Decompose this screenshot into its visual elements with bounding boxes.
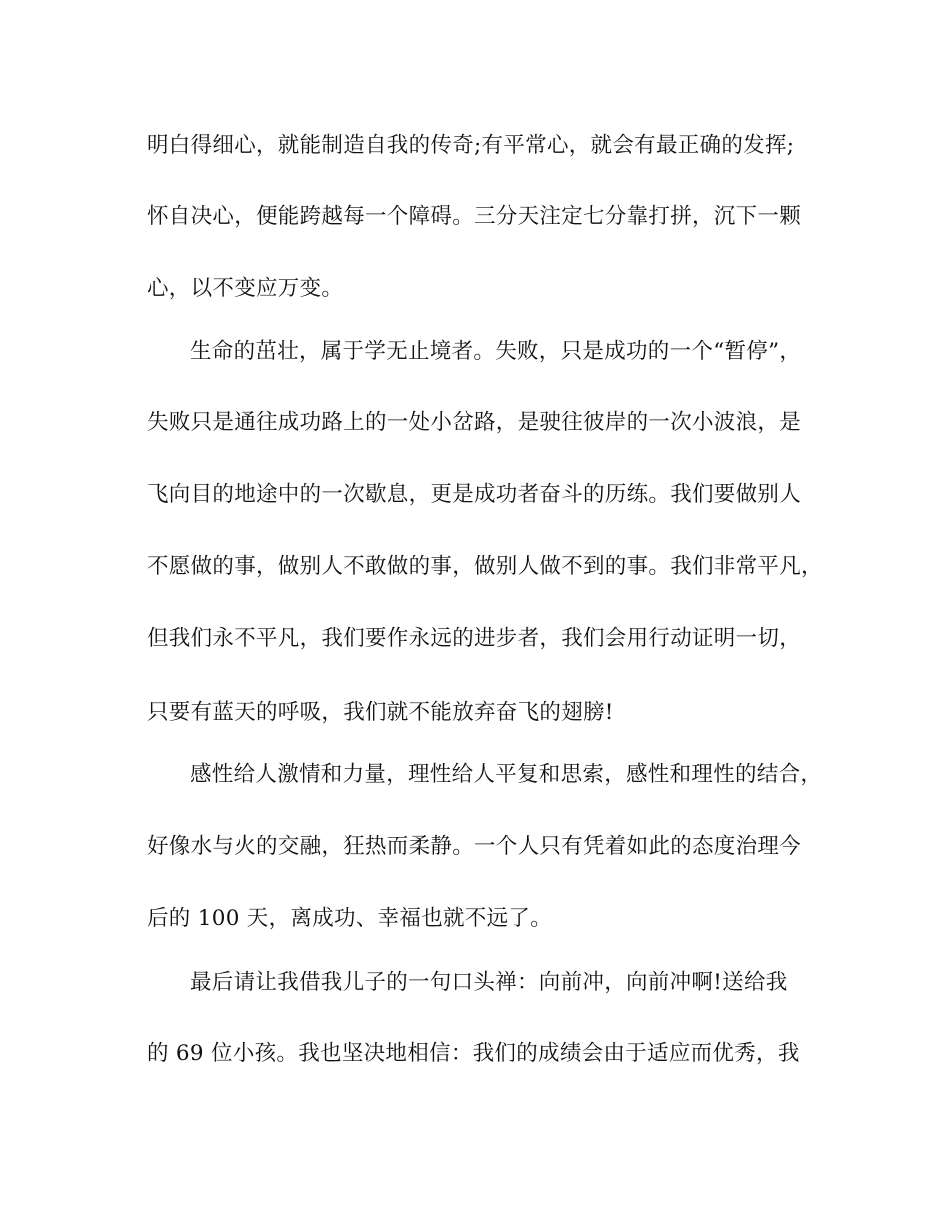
text-line: 飞向目的地途中的一次歇息，更是成功者奋斗的历练。我们要做别人 [147, 482, 802, 507]
text-line: 的 69 位小孩。我也坚决地相信：我们的成绩会由于适应而优秀，我 [147, 1041, 800, 1066]
paragraph-first-line: 感性给人激情和力量，理性给人平复和思索，感性和理性的结合， [190, 762, 823, 787]
text-line: 失败只是通往成功路上的一处小岔路，是驶往彼岸的一次小波浪，是 [147, 410, 802, 435]
text-line: 只要有蓝天的呼吸，我们就不能放弃奋飞的翅膀! [147, 700, 614, 725]
paragraph-first-line: 生命的茁壮，属于学无止境者。失败，只是成功的一个“暂停”， [190, 339, 802, 364]
text-line: 不愿做的事，做别人不敢做的事，做别人做不到的事。我们非常平凡， [147, 554, 823, 579]
text-line: 后的 100 天，离成功、幸福也就不远了。 [147, 906, 553, 931]
text-line: 但我们永不平凡，我们要作永远的进步者，我们会用行动证明一切， [147, 626, 802, 651]
text-line: 好像水与火的交融，狂热而柔静。一个人只有凭着如此的态度治理今 [147, 834, 802, 859]
text-line: 心，以不变应万变。 [147, 276, 344, 301]
text-line: 明白得细心，就能制造自我的传奇;有平常心，就会有最正确的发挥; [147, 133, 795, 158]
paragraph-first-line: 最后请让我借我儿子的一句口头禅：向前冲，向前冲啊!送给我 [190, 970, 788, 995]
text-line: 怀自决心，便能跨越每一个障碍。三分天注定七分靠打拼，沉下一颗 [147, 204, 802, 229]
